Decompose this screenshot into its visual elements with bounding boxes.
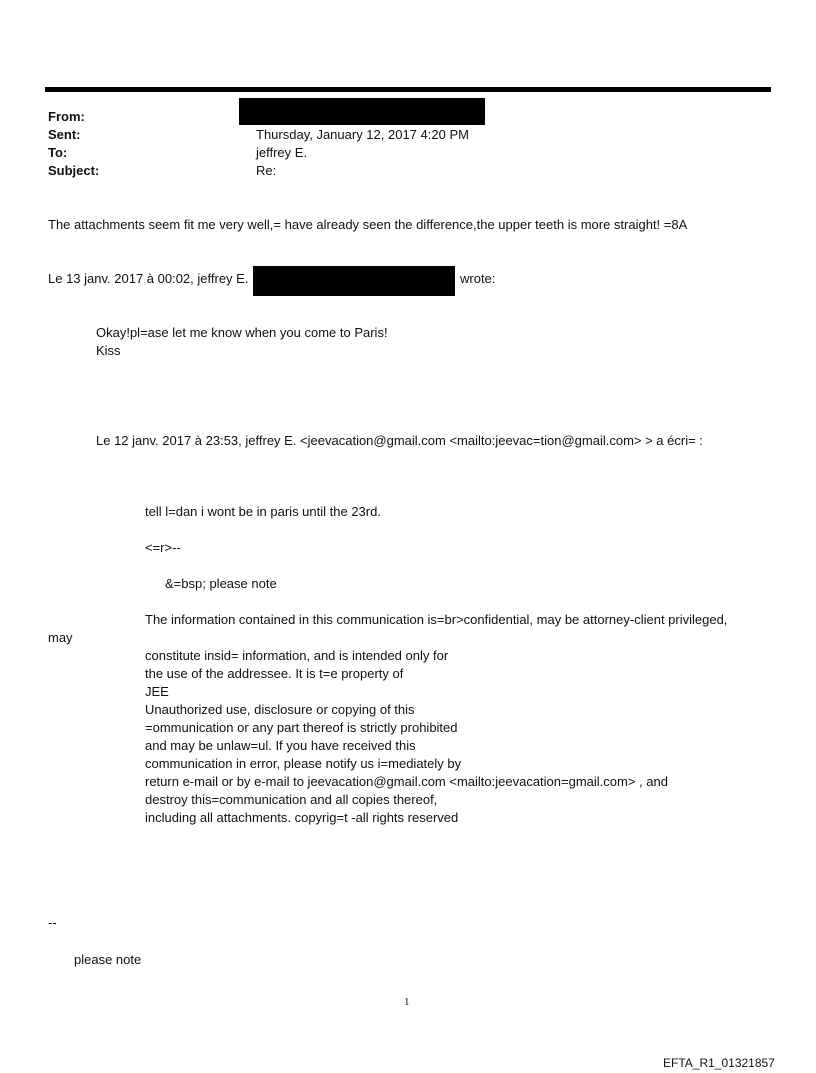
sent-label: Sent: bbox=[48, 127, 81, 142]
from-label: From: bbox=[48, 109, 85, 124]
disclaimer-line: destroy this=communication and all copies thereof, bbox=[145, 792, 438, 807]
quote-2-line-2: <=r>-- bbox=[145, 540, 181, 555]
reply-attribution-2: Le 12 janv. 2017 à 23:53, jeffrey E. <jeevacation@gmail.com <mailto:jeevac=tion@gmail.com> > a écri= : bbox=[96, 433, 703, 448]
signature-note: please note bbox=[74, 952, 142, 967]
disclaimer-line: including all attachments. copyrig=t -all rights reserved bbox=[145, 810, 459, 825]
disclaimer-line: and may be unlaw=ul. If you have received this bbox=[145, 738, 416, 753]
disclaimer-first-line: The information contained in this communication is=br>confidential, may be attorney-client privileged, bbox=[145, 612, 728, 627]
quote-2-line-3: &=bsp; please note bbox=[165, 576, 277, 591]
message-line: The attachments seem fit me very well,= have already seen the difference,the upper teeth is more straight! =8A bbox=[48, 217, 688, 232]
header-rule bbox=[45, 87, 771, 92]
disclaimer-wrap: may bbox=[48, 630, 73, 645]
disclaimer-line: JEE bbox=[145, 684, 169, 699]
disclaimer-line: =ommunication or any part thereof is strictly prohibited bbox=[145, 720, 458, 735]
disclaimer-line: constitute insid= information, and is intended only for bbox=[145, 648, 449, 663]
from-redaction bbox=[239, 98, 485, 125]
disclaimer-line: communication in error, please notify us i=mediately by bbox=[145, 756, 462, 771]
bates-number: EFTA_R1_01321857 bbox=[663, 1056, 775, 1070]
page-number: 1 bbox=[404, 996, 410, 1008]
reply-attribution-1: Le 13 janv. 2017 à 00:02, jeffrey E. bbox=[48, 271, 249, 286]
quote-1-line-1: Okay!pl=ase let me know when you come to Paris! bbox=[96, 325, 388, 340]
email-redaction bbox=[253, 266, 455, 296]
reply-attribution-1-suffix: wrote: bbox=[460, 271, 496, 286]
quote-2-line-1: tell l=dan i wont be in paris until the 23rd. bbox=[145, 504, 381, 519]
quote-1-line-2: Kiss bbox=[96, 343, 121, 358]
disclaimer-line: return e-mail or by e-mail to jeevacation@gmail.com <mailto:jeevacation=gmail.com> , and bbox=[145, 774, 668, 789]
to-label: To: bbox=[48, 145, 68, 160]
subject-value: Re: bbox=[256, 163, 277, 178]
to-value: jeffrey E. bbox=[256, 145, 308, 160]
sent-value: Thursday, January 12, 2017 4:20 PM bbox=[256, 127, 469, 142]
signature-dash: -- bbox=[48, 915, 57, 930]
disclaimer-line: Unauthorized use, disclosure or copying of this bbox=[145, 702, 415, 717]
disclaimer-line: the use of the addressee. It is t=e property of bbox=[145, 666, 404, 681]
subject-label: Subject: bbox=[48, 163, 100, 178]
